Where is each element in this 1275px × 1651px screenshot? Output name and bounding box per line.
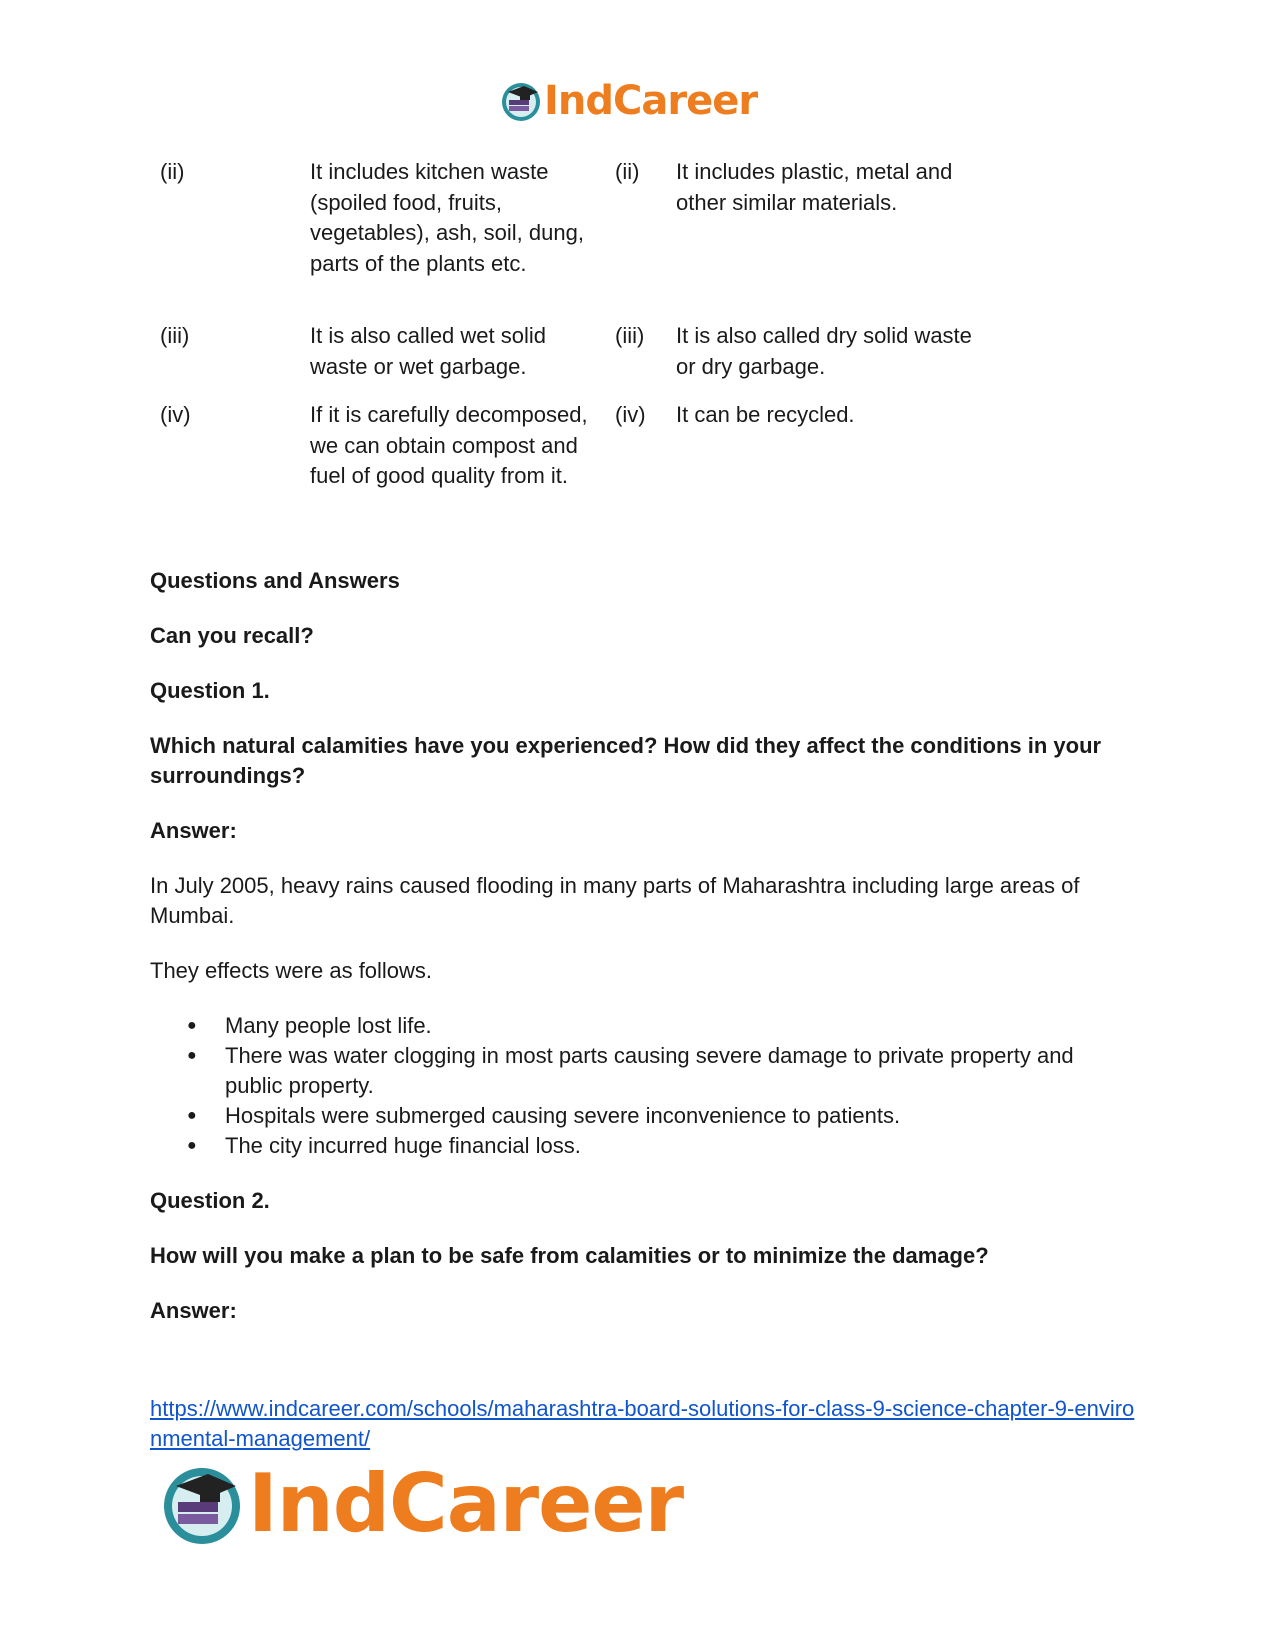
question-2-label: Question 2. [150, 1188, 270, 1213]
non-biodegradable-text: It can be recycled. [676, 402, 855, 427]
non-biodegradable-text: It includes plastic, metal and other similar materials. [676, 159, 953, 215]
list-item: ● Many people lost life. [225, 1011, 1130, 1041]
row-number: (iv) [615, 402, 646, 427]
list-item: ● Hospitals were submerged causing severe inconvenience to patients. [225, 1101, 1130, 1131]
question-1-text: Which natural calamities have you experienced? How did they affect the conditions in your surroundings? [150, 733, 1102, 788]
biodegradable-text: It includes kitchen waste (spoiled food, fruits, vegetables), ash, soil, dung, parts of the plants etc. [310, 159, 584, 276]
row-number: (iv) [160, 402, 191, 427]
list-item: ● The city incurred huge financial loss. [225, 1131, 1130, 1161]
effects-list [150, 1011, 1130, 1161]
answer-1-paragraph: In July 2005, heavy rains caused flooding in many parts of Maharashtra including large areas of Mumbai. [150, 873, 1080, 928]
answer-2-label: Answer: [150, 1298, 237, 1323]
table-row [160, 157, 1000, 321]
effects-intro: They effects were as follows. [150, 958, 433, 983]
document-body [150, 566, 1130, 1351]
row-number: (ii) [615, 159, 640, 184]
header-logo [500, 80, 757, 122]
recall-title: Can you recall? [150, 623, 314, 648]
footer-logo [160, 1457, 684, 1550]
biodegradable-text: It is also called wet solid waste or wet garbage. [310, 323, 546, 379]
list-item: ● There was water clogging in most parts causing severe damage to private property and public property. [225, 1041, 1130, 1101]
logo-text: IndCareer [544, 78, 758, 124]
graduation-cap-logo-icon [160, 1462, 244, 1546]
row-number: (iii) [615, 323, 645, 348]
table-row [160, 321, 1000, 400]
row-number: (iii) [160, 323, 190, 348]
question-1-label: Question 1. [150, 678, 270, 703]
biodegradable-text: If it is carefully decomposed, we can obtain compost and fuel of good quality from it. [310, 402, 588, 488]
graduation-cap-logo-icon [500, 80, 542, 122]
question-2-text: How will you make a plan to be safe from calamities or to minimize the damage? [150, 1243, 989, 1268]
row-number: (ii) [160, 159, 185, 184]
footer-url-link[interactable]: https://www.indcareer.com/schools/maharashtra-board-solutions-for-class-9-science-chapter-9-environmental-management/ [150, 1396, 1135, 1451]
non-biodegradable-text: It is also called dry solid waste or dry garbage. [676, 323, 972, 379]
logo-text: IndCareer [248, 1457, 684, 1550]
answer-1-label: Answer: [150, 818, 237, 843]
section-title: Questions and Answers [150, 568, 400, 593]
comparison-table [160, 157, 1000, 530]
table-row [160, 400, 1000, 530]
